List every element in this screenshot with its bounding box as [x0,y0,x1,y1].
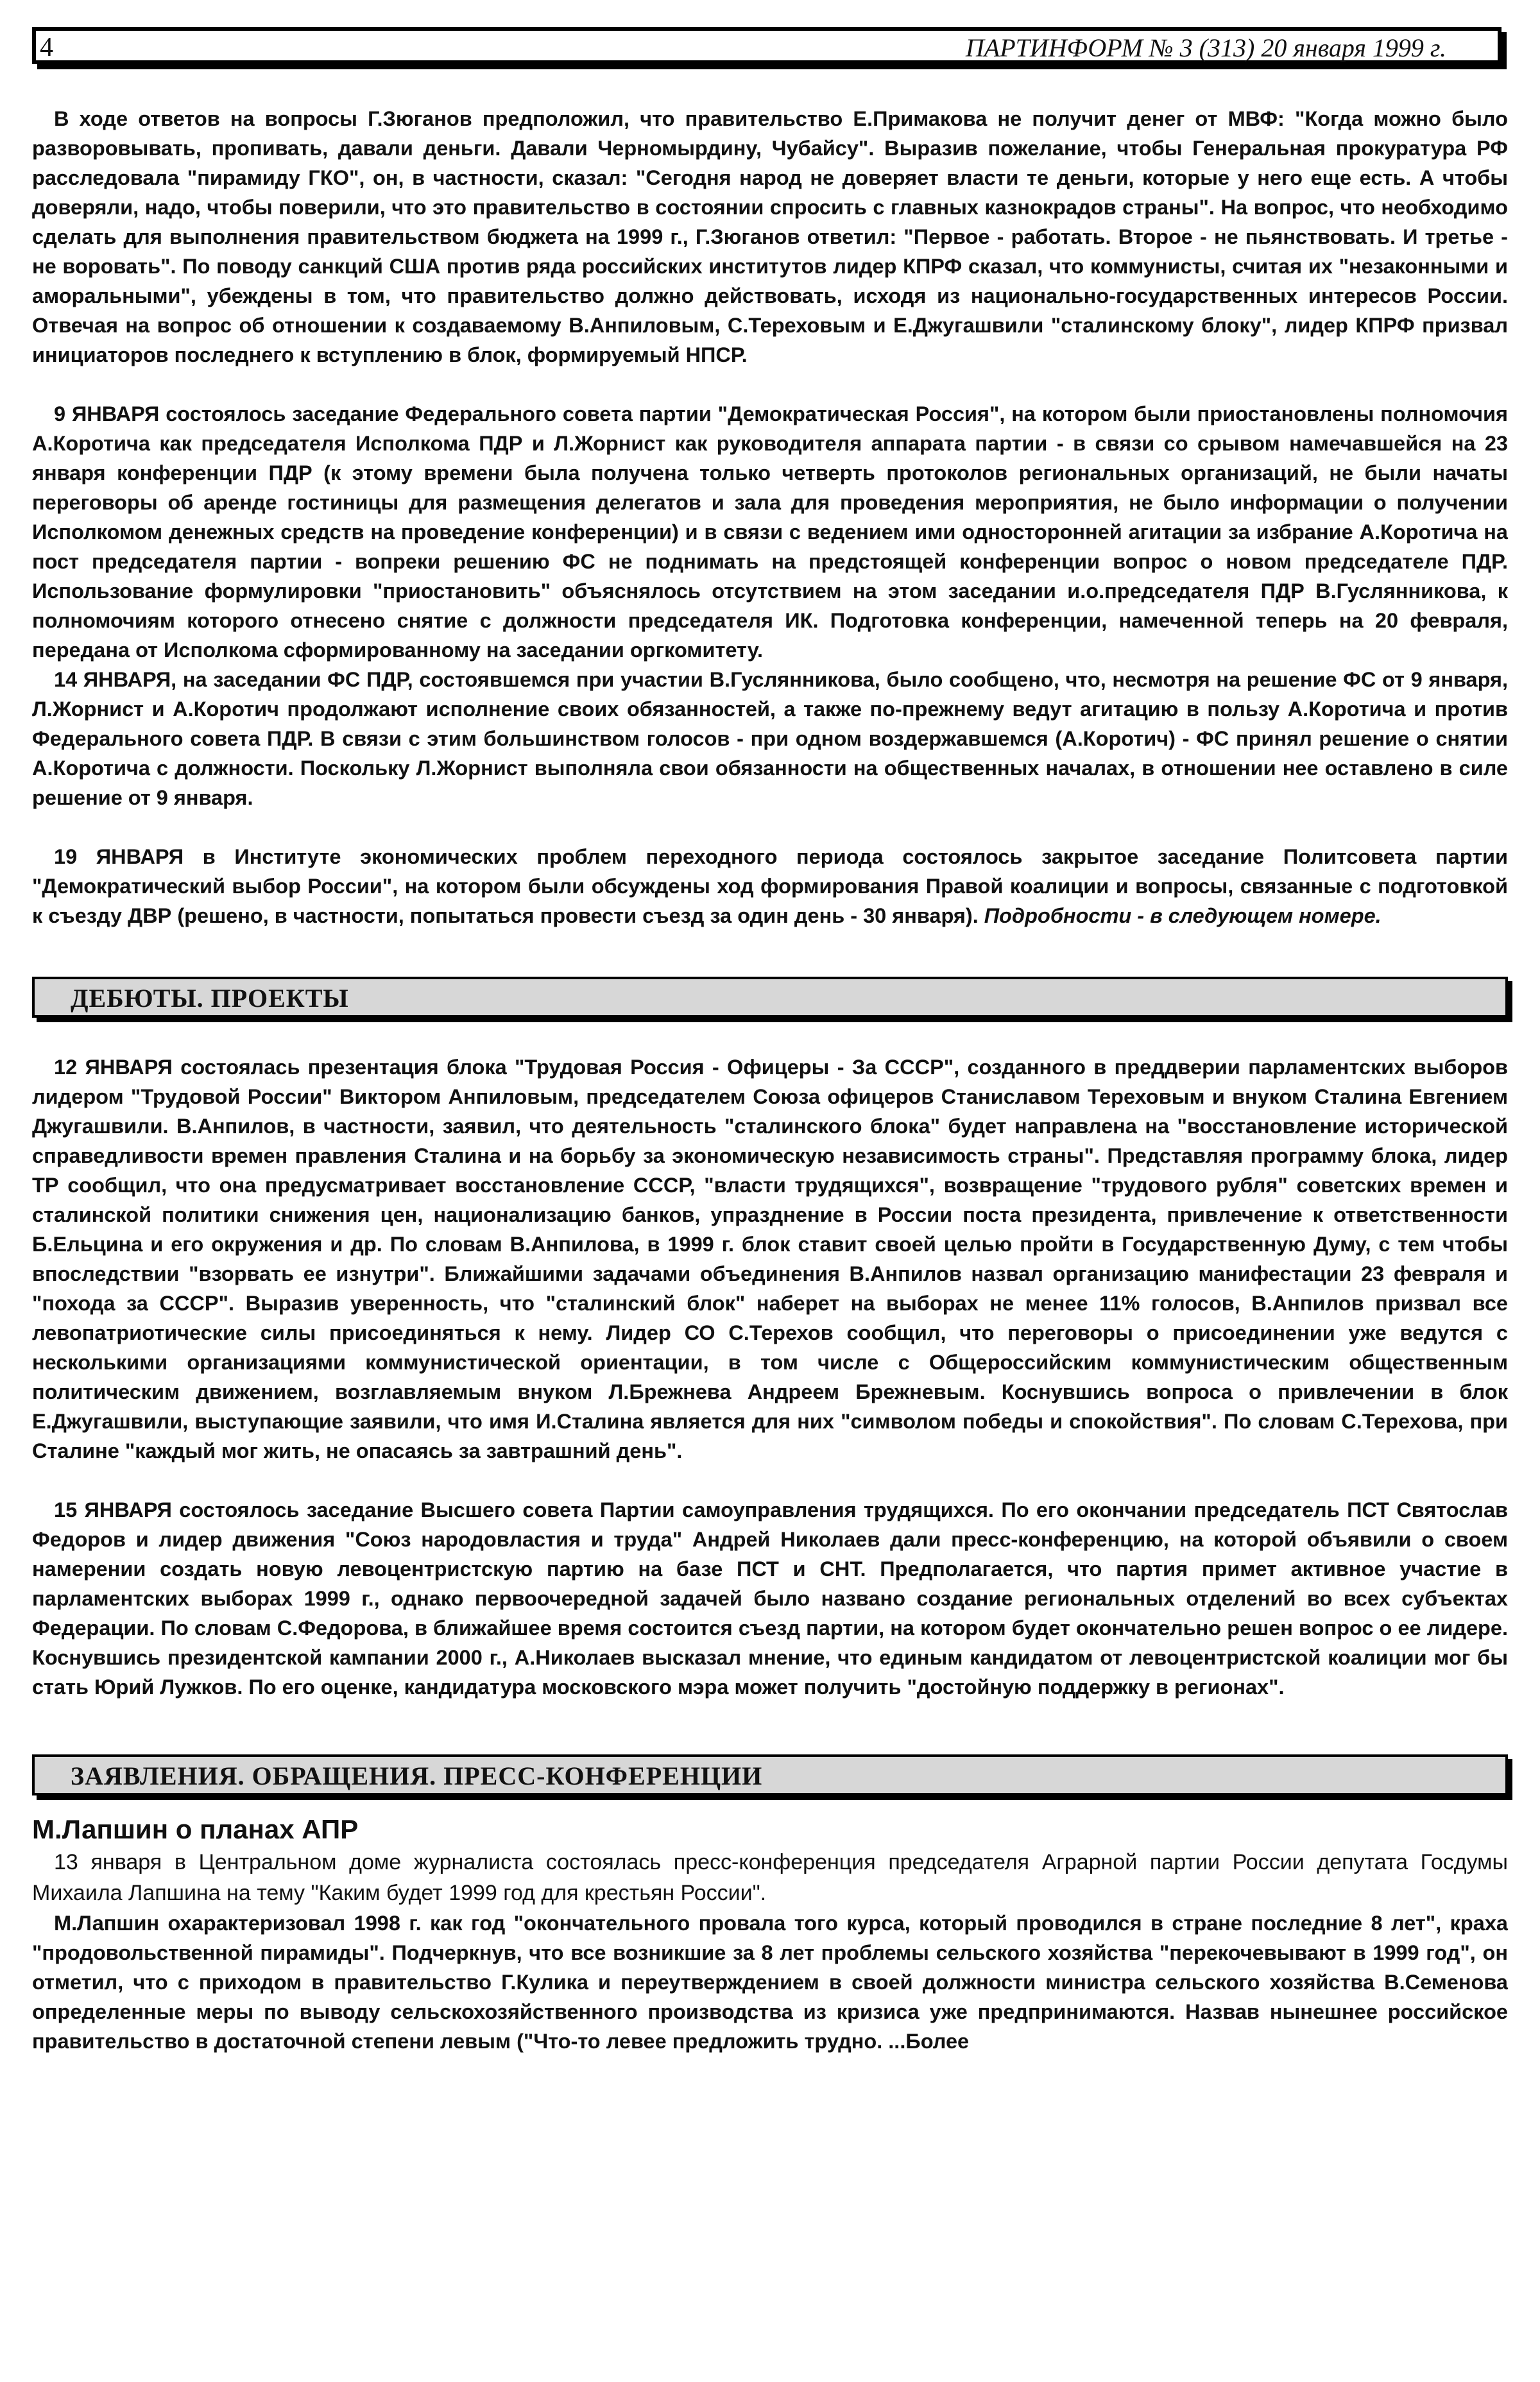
article-body-lapshin: М.Лапшин охарактеризовал 1998 г. как год "окончательного провала того курса, который проводился в стране последние 8 лет", краха "продовольственной пирамиды". Подчеркнув, что все возникшие за 8 лет проблемы сельского хозяйства "перекочевывают в 1999 год", он отметил, что с приходом в правительство Г.Кулика и переутверждением в своей должности министра сельского хозяйства В.Семенова определенные меры по выводу сельскохозяйственного производства из кризиса уже предпринимаются. Назвав нынешнее российское правительство в достаточной степени левым ("Что-то левее предложить трудно. ...Более [32,1912,1508,2053]
article-lead-lapshin: 13 января в Центральном доме журналиста состоялась пресс-конференция председателя Аграрной партии России депутата Госдумы Михаила Лапшина на тему "Каким будет 1999 год для крестьян России". [32,1850,1508,1905]
newspaper-page [32,27,1508,2056]
article-dvr-text: 19 ЯНВАРЯ в Институте экономических проблем переходного периода состоялось закрытое заседание Политсовета партии "Демократический выбор России", на котором были обсуждены ход формирования Правой коалиции и вопросы, связанные с подготовкой к съезду ДВР (решено, в частности, попытаться провести съезд за один день - 30 января). [32,845,1508,927]
section-header-statements [32,1754,1508,1795]
article-demrossiya-jan9: 9 ЯНВАРЯ состоялось заседание Федерального совета партии "Демократическая Россия", на котором были приостановлены полномочия А.Коротича как председателя Исполкома ПДР и Л.Жорнист как руководителя аппарата партии - в связи со срывом намечавшейся на 23 января конференции ПДР (к этому времени была получена только четверть протоколов региональных организаций, не были начаты переговоры об аренде гостиницы для размещения делегатов и зала для проведения мероприятия, не было информации о получении Исполкомом денежных средств на проведение конференции) и в связи с ведением ими односторонней агитации за избрание А.Коротича на пост председателя партии - вопреки решению ФС не поднимать на предстоящей конференции вопрос о новом председателе ПДР. Использование формулировки "приостановить" объяснялось отсутствием на этом заседании и.о.председателя ПДР В.Гуслянникова, к полномочиям которого отнесено снятие с должности председателя ИК. Подготовка конференции, намеченной теперь на 20 февраля, передана от Исполкома сформированному на заседании оргкомитету. [32,402,1508,662]
article-stalin-bloc: 12 ЯНВАРЯ состоялась презентация блока "Трудовая Россия - Офицеры - За СССР", созданного в преддверии парламентских выборов лидером "Трудовой России" Виктором Анпиловым, председателем Союза офицеров Станиславом Тереховым и внуком Сталина Евгением Джугашвили. В.Анпилов, в частности, заявил, что деятельность "сталинского блока" будет направлена на "восстановление исторической справедливости времен правления Сталина и на борьбу за экономическую независимость страны". Представляя программу блока, лидер ТР сообщил, что она предусматривает восстановление СССР, "власти трудящихся", возвращение "трудового рубля" советских времен и сталинской политики снижения цен, национализацию банков, упразднение в России поста президента, привлечение к ответственности Б.Ельцина и его окружения и др. По словам В.Анпилова, в 1999 г. блок ставит своей целью пройти в Государственную Думу, с тем чтобы впоследствии "взорвать ее изнутри". Ближайшими задачами объединения В.Анпилов назвал организацию манифестации 23 февраля и "похода за СССР". Выразив уверенность, что "сталинский блок" наберет на выборах не менее 11% голосов, В.Анпилов призвал все левопатриотические силы присоединяться к нему. Лидер СО С.Терехов сообщил, что переговоры о присоединении уже ведутся с несколькими организациями коммунистической ориентации, в том числе с Общероссийским коммунистическим общественным политическим движением, возглавляемым внуком Л.Брежнева Андреем Брежневым. Коснувшись вопроса о привлечении в блок Е.Джугашвили, выступающие заявили, что имя И.Сталина является для них "символом победы и спокойствия". По словам С.Терехова, при Сталине "каждый мог жить, не опасаясь за завтрашний день". [32,1056,1508,1462]
article-headline-lapshin: М.Лапшин о планах АПР [32,1814,359,1844]
article-pst-jan15: 15 ЯНВАРЯ состоялось заседание Высшего совета Партии самоуправления трудящихся. По его окончании председатель ПСТ Святослав Федоров и лидер движения "Союз народовластия и труда" Андрей Николаев дали пресс-конференцию, на которой объявили о своем намерении создать новую левоцентристскую партию на базе ПСТ и СНТ. Предполагается, что партия примет активное участие в парламентских выборах 1999 г., однако первоочередной задачей было названо создание региональных отделений во всех субъектах Федерации. По словам С.Федорова, в ближайшее время состоится съезд партии, на котором будет окончательно решен вопрос о ее лидере. Коснувшись президентской кампании 2000 г., А.Николаев высказал мнение, что единым кандидатом от левоцентристской коалиции мог бы стать Юрий Лужков. По его оценке, кандидатура московского мэра может получить "достойную поддержку в регионах". [32,1498,1508,1699]
section-header-debuts [32,977,1508,1018]
article-zyuganov: В ходе ответов на вопросы Г.Зюганов предположил, что правительство Е.Примакова не получит денег от МВФ: "Когда можно было разворовывать, пропивать, давали деньги. Давали Черномырдину, Чубайсу". Выразив пожелание, чтобы Генеральная прокуратура РФ расследовала "пирамиду ГКО", он, в частности, сказал: "Сегодня народ не доверяет власти те деньги, которые у него еще есть. А чтобы доверяли, надо, чтобы поверили, что это правительство в состоянии спросить с главных казнокрадов страны". На вопрос, что необходимо сделать для выполнения правительством бюджета на 1999 г., Г.Зюганов ответил: "Первое - работать. Второе - не пьянствовать. И третье - не воровать". По поводу санкций США против ряда российских институтов лидер КПРФ сказал, что коммунисты, считая их "незаконными и аморальными", убеждены в том, что правительство должно действовать, исходя из национально-государственных интересов России. Отвечая на вопрос об отношении к создаваемому В.Анпиловым, С.Тереховым и Е.Джугашвили "сталинскому блоку", лидер КПРФ призвал инициаторов последнего к вступлению в блок, формируемый НПСР. [32,107,1508,366]
article-demrossiya-jan14: 14 ЯНВАРЯ, на заседании ФС ПДР, состоявшемся при участии В.Гуслянникова, было сообщено, что, несмотря на решение ФС от 9 января, Л.Жорнист и А.Коротич продолжают исполнение своих обязанностей, а также по-прежнему ведут агитацию в пользу А.Коротича и против Федерального совета ПДР. В связи с этим большинством голосов - при одном воздержавшемся (А.Коротич) - ФС принял решение о снятии А.Коротича с должности. Поскольку Л.Жорнист выполняла свои обязанности на общественных началах, в отношении нее оставлено в силе решение от 9 января. [32,668,1508,809]
page-header [32,27,1502,64]
page-number: 4 [40,33,53,62]
section-title-debuts: ДЕБЮТЫ. ПРОЕКТЫ [71,984,349,1013]
issue-info: ПАРТИНФОРМ № 3 (313) 20 января 1999 г. [965,33,1446,62]
article-dvr-continued: Подробности - в следующем номере. [984,904,1382,927]
section-title-statements: ЗАЯВЛЕНИЯ. ОБРАЩЕНИЯ. ПРЕСС-КОНФЕРЕНЦИИ [71,1761,763,1790]
article-dvr-jan19 [32,842,1508,930]
